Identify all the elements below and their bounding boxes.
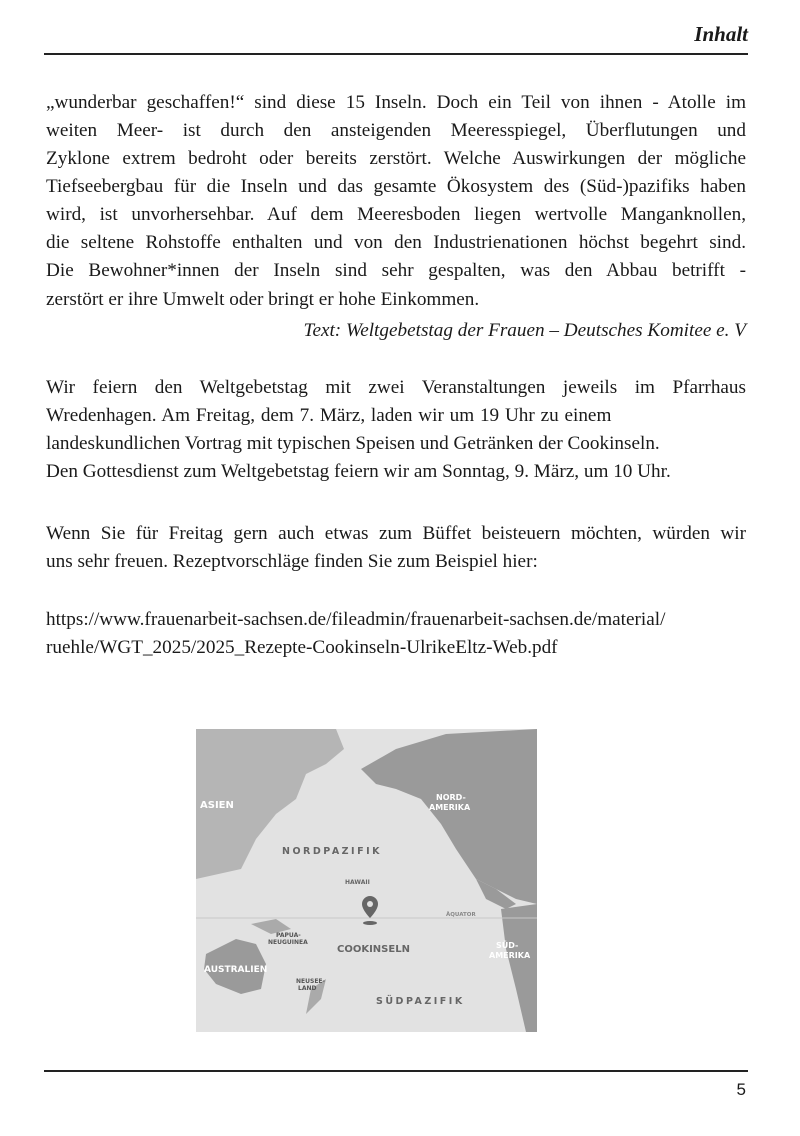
map-label-new-zealand: LAND — [298, 985, 317, 992]
text-line: Wenn Sie für Freitag gern auch etwas zum Büffet beisteuern möchten, würden wir — [46, 523, 746, 544]
footer-rule — [44, 1070, 748, 1072]
text-line: uns sehr freuen. Rezeptvorschläge finden Sie zum Beispiel hier: — [46, 551, 538, 572]
text-line: zerstört er ihre Umwelt oder bringt er hohe Einkommen. — [46, 289, 480, 310]
map-label-cook-islands: COOKINSELN — [337, 944, 410, 955]
source-citation: Text: Weltgebetstag der Frauen – Deutsches Komitee e. V — [303, 320, 746, 341]
map-label-new-zealand: NEUSEE- — [296, 978, 326, 985]
text-line: weiten Meer- ist durch den ansteigenden Meeresspiegel, Überflutungen und — [46, 120, 746, 141]
pacific-map — [196, 729, 537, 1032]
text-line: wird, ist unvorhersehbar. Auf dem Meeresboden liegen wertvolle Manganknollen, — [46, 204, 746, 225]
header-title: Inhalt — [694, 22, 748, 46]
page-number: 5 — [736, 1080, 746, 1099]
text-line: Wir feiern den Weltgebetstag mit zwei Veranstaltungen jeweils im Pfarrhaus — [46, 377, 746, 398]
text-line: „wunderbar geschaffen!“ sind diese 15 Inseln. Doch ein Teil von ihnen - Atolle im — [46, 92, 746, 113]
text-line: Die Bewohner*innen der Inseln sind sehr gespalten, was den Abbau betrifft - — [46, 260, 746, 281]
map-label-south-pacific: SÜDPAZIFIK — [376, 996, 465, 1007]
map-label-hawaii: HAWAII — [345, 879, 370, 886]
map-label-north-pacific: NORDPAZIFIK — [282, 846, 382, 857]
map-label-australia: AUSTRALIEN — [204, 965, 268, 975]
map-label-south-america: SÜD- — [496, 941, 519, 950]
text-line: die seltene Rohstoffe enthalten und von den Industrienationen höchst begehrt sind. — [46, 232, 746, 253]
text-line: landeskundlichen Vortrag mit typischen Speisen und Getränken der Cookinseln. — [46, 433, 660, 454]
map-label-north-america: AMERIKA — [429, 803, 471, 812]
text-line: Wredenhagen. Am Freitag, dem 7. März, laden wir um 19 Uhr zu einem — [46, 405, 612, 426]
text-line: Tiefseebergbau für die Inseln und das gesamte Ökosystem des (Süd-)pazifiks haben — [46, 176, 746, 197]
header-rule — [44, 53, 748, 55]
text-line: Zyklone extrem bedroht oder bereits zerstört. Welche Auswirkungen der mögliche — [46, 148, 746, 169]
recipe-link[interactable]: ruehle/WGT_2025/2025_Rezepte-Cookinseln-UlrikeEltz-Web.pdf — [46, 637, 558, 658]
text-line: Den Gottesdienst zum Weltgebetstag feiern wir am Sonntag, 9. März, um 10 Uhr. — [46, 461, 671, 482]
map-label-south-america: AMERIKA — [489, 951, 531, 960]
map-label-north-america: NORD- — [436, 793, 466, 802]
map-label-papua: PAPUA- — [276, 932, 301, 939]
map-label-asia: ASIEN — [200, 800, 234, 811]
map-label-equator: ÄQUATOR — [446, 912, 476, 918]
recipe-link[interactable]: https://www.frauenarbeit-sachsen.de/fileadmin/frauenarbeit-sachsen.de/material/ — [46, 609, 666, 630]
map-label-papua: NEUGUINEA — [268, 939, 308, 946]
